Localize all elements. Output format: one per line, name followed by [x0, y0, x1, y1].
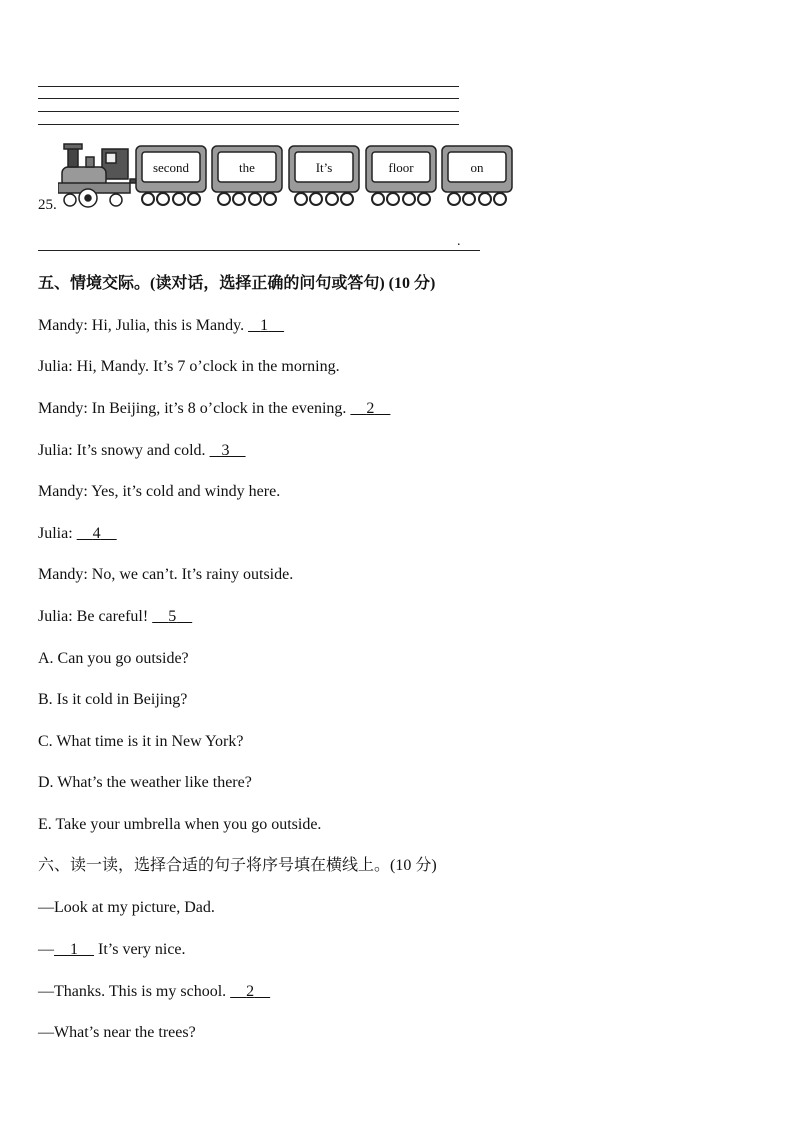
answer-blank[interactable]: 2: [366, 400, 375, 417]
dash: —: [38, 983, 54, 1000]
train-word: floor: [388, 160, 414, 175]
writing-line-4[interactable]: [38, 124, 459, 125]
speaker: Mandy:: [38, 400, 88, 417]
conversation-text: It’s very nice.: [98, 941, 186, 958]
conversation-text: Thanks. This is my school.: [54, 983, 227, 1000]
conversation-line-2: [38, 940, 186, 960]
train-car-2: [212, 146, 282, 205]
dialogue-line-6: [38, 524, 117, 544]
dialogue-line-8: [38, 607, 192, 627]
speaker: Mandy:: [38, 566, 88, 583]
section5-heading: 五、情境交际。(读对话，选择正确的问句或答句) (10 分): [38, 275, 436, 292]
train-word: on: [470, 160, 484, 175]
conversation-line-4: [38, 1023, 196, 1043]
speaker: Julia:: [38, 442, 73, 459]
dialogue-line-7: [38, 565, 293, 585]
conversation-text: Look at my picture, Dad.: [54, 899, 215, 916]
dash: —: [38, 941, 54, 958]
dialogue-line-2: [38, 357, 340, 377]
train-car-5: [442, 146, 512, 205]
train-car-1: [136, 146, 206, 205]
conversation-line-1: [38, 898, 215, 918]
writing-line-1[interactable]: [38, 86, 459, 87]
answer-end-dot: .: [457, 234, 461, 249]
dialogue-line-3: [38, 399, 390, 419]
writing-line-2[interactable]: [38, 98, 459, 99]
speaker: Mandy:: [38, 317, 88, 334]
option-c: C. What time is it in New York?: [38, 733, 244, 750]
locomotive-icon: [58, 144, 136, 207]
dialogue-line-4: [38, 441, 246, 461]
answer-blank[interactable]: 4: [92, 525, 101, 542]
dash: —: [38, 1024, 54, 1041]
option-a: A. Can you go outside?: [38, 650, 189, 667]
train-illustration: [58, 143, 518, 213]
section6-heading: 六、读一读，选择合适的句子将序号填在横线上。(10 分): [38, 857, 437, 874]
answer-blank[interactable]: 1: [260, 317, 269, 334]
option-e: E. Take your umbrella when you go outside.: [38, 816, 322, 833]
writing-line-3[interactable]: [38, 111, 459, 112]
option-d: D. What’s the weather like there?: [38, 774, 252, 791]
speaker: Mandy:: [38, 483, 88, 500]
answer-blank[interactable]: 3: [221, 442, 230, 459]
dialogue-text: No, we can’t. It’s rainy outside.: [91, 566, 294, 583]
answer-blank[interactable]: 5: [168, 608, 177, 625]
train-word: It’s: [315, 160, 333, 175]
dialogue-line-1: [38, 316, 284, 336]
dialogue-text: In Beijing, it’s 8 o’clock in the evening.: [91, 400, 347, 417]
dash: —: [38, 899, 54, 916]
option-b: B. Is it cold in Beijing?: [38, 691, 188, 708]
conversation-line-3: [38, 982, 270, 1002]
answer-blank[interactable]: 2: [246, 983, 255, 1000]
speaker: Julia:: [38, 525, 73, 542]
dialogue-text: Yes, it’s cold and windy here.: [91, 483, 281, 500]
answer-line[interactable]: [38, 250, 480, 251]
conversation-text: What’s near the trees?: [54, 1024, 196, 1041]
speaker: Julia:: [38, 608, 73, 625]
train-car-4: [366, 146, 436, 205]
speaker: Julia:: [38, 358, 73, 375]
dialogue-text: Be careful!: [76, 608, 149, 625]
dialogue-text: Hi, Mandy. It’s 7 o’clock in the morning.: [76, 358, 340, 375]
train-word: second: [152, 160, 190, 175]
question-number: 25.: [38, 197, 57, 213]
dialogue-text: It’s snowy and cold.: [76, 442, 206, 459]
dialogue-text: Hi, Julia, this is Mandy.: [91, 317, 245, 334]
dialogue-line-5: [38, 482, 280, 502]
answer-blank[interactable]: 1: [70, 941, 78, 958]
train-word: the: [239, 160, 255, 175]
train-car-3: [289, 146, 359, 205]
